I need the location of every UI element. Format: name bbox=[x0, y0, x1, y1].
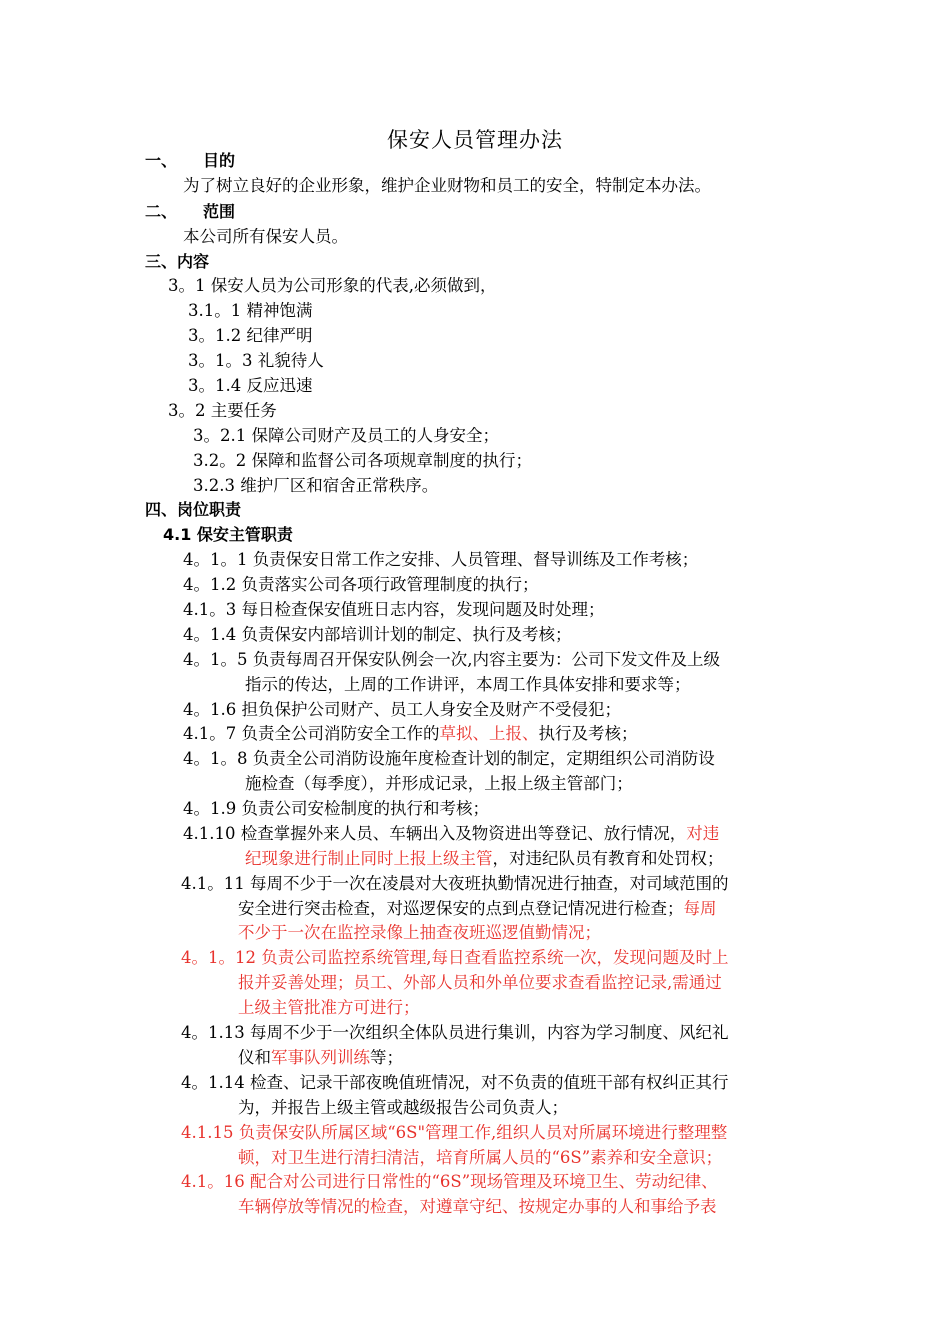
clause-3-2-2: 3.2。2 保障和监督公司各项规章制度的执行； bbox=[193, 451, 532, 470]
duty-4-1-14-line1: 4。1.14 检查、记录干部夜晚值班情况，对不负责的值班干部有权纠正其行 bbox=[181, 1073, 729, 1092]
document-title: 保安人员管理办法 bbox=[387, 128, 563, 152]
subsection-4-1-heading: 4.1 保安主管职责 bbox=[163, 525, 293, 544]
duty-4-1-6: 4。1.6 担负保护公司财产、员工人身安全及财产不受侵犯； bbox=[183, 700, 621, 719]
duty-4-1-11-highlight-start: 每周 bbox=[683, 899, 717, 918]
section-2-number: 二、 bbox=[145, 202, 178, 221]
section-3-heading: 三、内容 bbox=[145, 252, 210, 271]
duty-4-1-16-line1: 4.1。16 配合对公司进行日常性的“6S”现场管理及环境卫生、劳动纪律、 bbox=[181, 1172, 718, 1191]
duty-4-1-7-highlight: 草拟、上报、 bbox=[439, 724, 539, 743]
duty-4-1-13-line1: 4。1.13 每周不少于一次组织全体队员进行集训，内容为学习制度、风纪礼 bbox=[181, 1023, 729, 1042]
duty-4-1-12-line2: 报并妥善处理；员工、外部人员和外单位要求查看监控记录,需通过 bbox=[238, 973, 722, 992]
duty-4-1-4: 4。1.4 负责保安内部培训计划的制定、执行及考核； bbox=[183, 625, 572, 644]
section-1-heading: 目的 bbox=[203, 151, 236, 170]
duty-4-1-11-text: 安全进行突击检查，对巡逻保安的点到点登记情况进行检查； bbox=[238, 899, 684, 918]
duty-4-1-13-text: 仪和 bbox=[238, 1048, 271, 1067]
duty-4-1-14-line2: 为，并报告上级主管或越级报告公司负责人； bbox=[238, 1098, 568, 1117]
section-2-body: 本公司所有保安人员。 bbox=[183, 227, 348, 246]
clause-3-2: 3。2 主要任务 bbox=[168, 401, 277, 420]
duty-4-1-10-text: 4.1.10 检查掌握外来人员、车辆出入及物资进出等登记、放行情况， bbox=[183, 824, 687, 843]
duty-4-1-5-line2: 指示的传达，上周的工作讲评，本周工作具体安排和要求等； bbox=[245, 675, 691, 694]
duty-4-1-16-line2: 车辆停放等情况的检查，对遵章守纪、按规定办事的人和事给予表 bbox=[238, 1197, 717, 1216]
duty-4-1-12-line3: 上级主管批准方可进行； bbox=[238, 998, 420, 1017]
duty-4-1-1: 4。1。1 负责保安日常工作之安排、人员管理、督导训练及工作考核； bbox=[183, 550, 699, 569]
clause-3-1-4: 3。1.4 反应迅速 bbox=[188, 376, 313, 395]
clause-3-2-3: 3.2.3 维护厂区和宿舍正常秩序。 bbox=[193, 476, 439, 495]
duty-4-1-11-line3: 不少于一次在监控录像上抽查夜班巡逻值勤情况； bbox=[238, 923, 601, 942]
duty-4-1-9: 4。1.9 负责公司安检制度的执行和考核； bbox=[183, 799, 489, 818]
duty-4-1-10-tail: ，对违纪队员有教育和处罚权； bbox=[492, 849, 724, 868]
duty-4-1-2: 4。1.2 负责落实公司各项行政管理制度的执行； bbox=[183, 575, 539, 594]
duty-4-1-13-highlight: 军事队列训练 bbox=[271, 1048, 370, 1067]
duty-4-1-8-line2: 施检查（每季度），并形成记录，上报上级主管部门； bbox=[245, 774, 633, 793]
duty-4-1-11-line1: 4.1。11 每周不少于一次在凌晨对大夜班执勤情况进行抽查，对司域范围的 bbox=[181, 874, 729, 893]
duty-4-1-10-line2 bbox=[245, 848, 724, 870]
duty-4-1-10-line1 bbox=[183, 823, 719, 845]
duty-4-1-8-line1: 4。1。8 负责全公司消防设施年度检查计划的制定，定期组织公司消防设 bbox=[183, 749, 715, 768]
duty-4-1-13-tail: 等； bbox=[370, 1048, 403, 1067]
duty-4-1-7-tail: 执行及考核； bbox=[538, 724, 638, 743]
duty-4-1-5-line1: 4。1。5 负责每周召开保安队例会一次,内容主要为：公司下发文件及上级 bbox=[183, 650, 720, 669]
section-1-number: 一、 bbox=[145, 151, 178, 170]
duty-4-1-7-text: 4.1。7 负责全公司消防安全工作的 bbox=[183, 724, 440, 743]
clause-3-1-1: 3.1。1 精神饱满 bbox=[188, 301, 313, 320]
section-1-body: 为了树立良好的企业形象，维护企业财物和员工的安全，特制定本办法。 bbox=[183, 176, 711, 195]
duty-4-1-7 bbox=[183, 723, 637, 745]
duty-4-1-10-highlight-end: 纪现象进行制止同时上报上级主管 bbox=[245, 849, 493, 868]
duty-4-1-13-line2 bbox=[238, 1047, 403, 1069]
duty-4-1-15-line2: 顿，对卫生进行清扫清洁，培育所属人员的“6S”素养和安全意识； bbox=[238, 1148, 723, 1167]
duty-4-1-10-highlight-start: 对违 bbox=[686, 824, 720, 843]
duty-4-1-15-line1: 4.1.15 负责保安队所属区域“6S"管理工作,组织人员对所属环境进行整理整 bbox=[181, 1123, 728, 1142]
clause-3-1-3: 3。1。3 礼貌待人 bbox=[188, 351, 324, 370]
clause-3-1-2: 3。1.2 纪律严明 bbox=[188, 326, 313, 345]
duty-4-1-11-line2 bbox=[238, 898, 717, 920]
clause-3-2-1: 3。2.1 保障公司财产及员工的人身安全； bbox=[193, 426, 499, 445]
section-4-heading: 四、岗位职责 bbox=[145, 500, 242, 519]
duty-4-1-12-line1: 4。1。12 负责公司监控系统管理,每日查看监控系统一次，发现问题及时上 bbox=[181, 948, 729, 967]
duty-4-1-3: 4.1。3 每日检查保安值班日志内容，发现问题及时处理； bbox=[183, 600, 605, 619]
section-2-heading: 范围 bbox=[203, 202, 236, 221]
clause-3-1: 3。1 保安人员为公司形象的代表,必须做到， bbox=[168, 276, 497, 295]
